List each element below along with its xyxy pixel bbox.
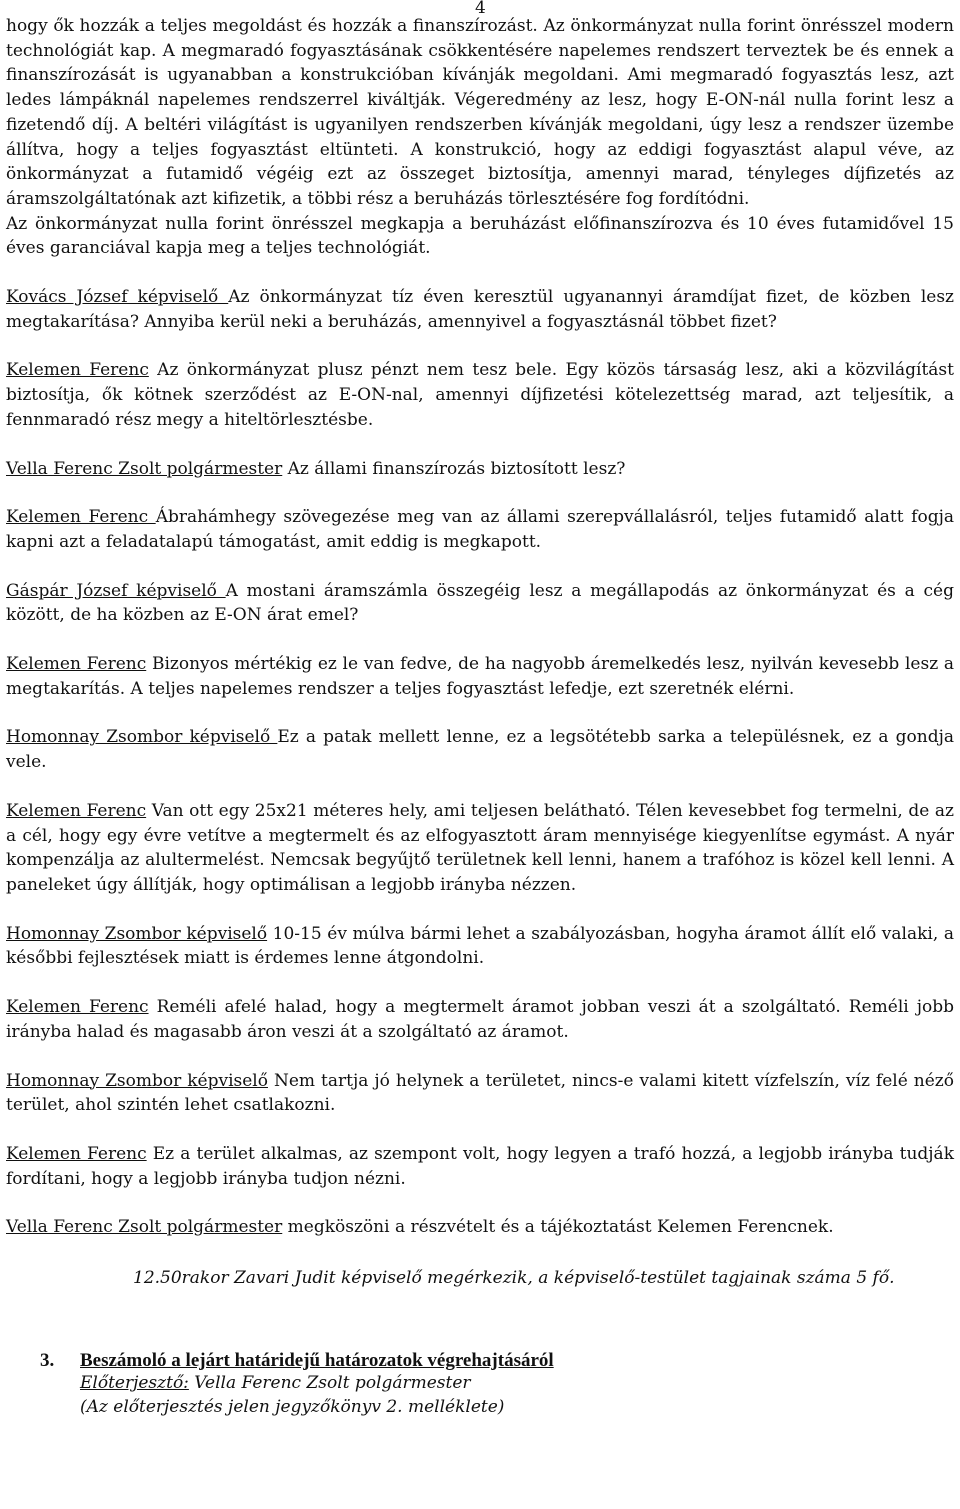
speaker-name: Kelemen Ferenc (6, 507, 156, 528)
speech-text: Bizonyos mértékig ez le van fedve, de ha nagyobb áremelkedés lesz, nyilván kevesebb lesz a megtakarítás. A teljes napelemes rendszer a teljes fogyasztást lefedje, ezt szeretnék elérni. (6, 654, 955, 699)
agenda-number: 3. (40, 1349, 55, 1371)
paragraph-text: Az önkormányzat nulla forint önrésszel megkapja a beruházást előfinanszírozva és 10 éves futamidővel 15 éves garanciával kapja meg a teljes technológiát. (6, 213, 954, 259)
speech-text: Nem tartja jó helynek a területet, nincs-e valami kitett vízfelszín, víz felé néző terület, ahol szintén lehet csatlakozni. (6, 1070, 954, 1116)
speaker-name: Gáspár József képviselő (6, 580, 226, 601)
speech-text: megköszöni a részvételt és a tájékoztatást Kelemen Ferencnek. (282, 1217, 834, 1238)
speech-text: 10-15 év múlva bármi lehet a szabályozásban, hogyha áramot állít elő valaki, a későbbi fejlesztések miatt is érdemes lenne átgondolni. (6, 923, 954, 969)
speaker-name: Kelemen Ferenc (6, 654, 147, 675)
presenter-label: Előterjesztő: (80, 1373, 189, 1394)
speech-text: A mostani áramszámla összegéig lesz a megállapodás az önkormányzat és a cég között, de ha közben az E-ON árat emel? (6, 580, 954, 626)
speech-paragraph (6, 505, 954, 554)
speech-paragraph (6, 995, 954, 1044)
speech-paragraph (6, 922, 954, 971)
speaker-name: Kovács József képviselő (6, 287, 229, 308)
speech-paragraph (6, 725, 954, 774)
speech-text: Ez a terület alkalmas, az szempont volt, hogy legyen a trafó hozzá, a legjobb irányba tudják fordítani, hogy a legjobb irányba tudjon nézni. (6, 1143, 954, 1189)
speaker-name: Homonnay Zsombor képviselő (6, 923, 268, 944)
speech-paragraph (6, 1142, 954, 1191)
speech-paragraph (6, 358, 954, 432)
paragraph-text: hogy ők hozzák a teljes megoldást és hozzák a finanszírozást. Az önkormányzat nulla forint önrésszel modern technológiát kap. A megmaradó fogyasztásának csökkentésére napelemes rendszert terveztek be és ennek a finanszírozását is ugyanabban a konstrukcióban kívánják megoldani. Ami megmaradó fogyasztás lesz, azt ledes lámpáknál napelemes rendszerrel kiváltják. Végeredmény az lesz, hogy E-ON-nál nulla forint lesz a fizetendő díj. A beltéri világítást is ugyanilyen rendszerben kívánják megoldani, úgy lesz a rendszer üzembe állítva, hogy a teljes fogyasztást eltünteti. A konstrukció, hogy az eddigi fogyasztást alapul véve, az önkormányzat a futamidő végéig ezt az összeget biztosítja, amennyi marad, tényleges díjfizetés az áramszolgáltatónak azt kifizetik, a többi rész a beruházás törlesztésére fog fordítódni. (6, 16, 954, 209)
paragraph-intro (6, 14, 954, 212)
arrival-note: 12.50rakor Zavari Judit képviselő megérkezik, a képviselő-testület tagjainak száma 5 fő. (133, 1268, 895, 1289)
speech-text: Ez a patak mellett lenne, ez a legsötétebb sarka a településnek, ez a gondja vele. (6, 727, 954, 773)
speaker-name: Kelemen Ferenc (6, 800, 147, 821)
agenda-presenter (40, 1372, 954, 1396)
speaker-name: Vella Ferenc Zsolt polgármester (6, 458, 283, 479)
document-body (6, 14, 954, 1419)
speaker-name: Kelemen Ferenc (6, 1143, 147, 1164)
agenda-title (40, 1349, 954, 1373)
speech-text: Ábrahámhegy szövegezése meg van az állami szerepvállalásról, teljes futamidő alatt fogja kapni azt a feladatalapú támogatást, amit eddig is megkapott. (6, 507, 954, 552)
speech-paragraph (6, 285, 954, 334)
speech-paragraph (6, 799, 954, 898)
speech-paragraph (6, 579, 954, 628)
page-number: 4 (475, 0, 486, 18)
paragraph-financing (6, 212, 954, 261)
agenda-attachment: (Az előterjesztés jelen jegyzőkönyv 2. melléklete) (80, 1396, 505, 1417)
speech-text: Az állami finanszírozás biztosított lesz? (282, 458, 626, 479)
agenda-item (6, 1349, 954, 1420)
speech-paragraph (6, 652, 954, 701)
speech-text: Van ott egy 25x21 méteres hely, ami teljesen belátható. Télen kevesebbet fog termelni, de az a cél, hogy egy évre vetítve a megtermelt és az elfogyasztott áram mennyisége kiegyenlítse egymást. A nyár kompenzálja az alultermelést. Nemcsak begyűjtő területnek kell lenni, hanem a trafóhoz is közel kell lenni. A paneleket úgy állítják, hogy optimálisan a legjobb irányba nézzen. (6, 800, 954, 895)
speech-paragraph (6, 1069, 954, 1118)
presenter-name: Vella Ferenc Zsolt polgármester (188, 1373, 471, 1394)
speech-text: Reméli afelé halad, hogy a megtermelt áramot jobban veszi át a szolgáltató. Reméli jobb irányba halad és magasabb áron veszi át a szolgáltató az áramot. (6, 997, 954, 1042)
speech-paragraph (6, 1215, 954, 1240)
agenda-title-text: Beszámoló a lejárt határidejű határozatok végrehajtásáról (80, 1349, 554, 1371)
speaker-name: Kelemen Ferenc (6, 997, 149, 1018)
speaker-name: Vella Ferenc Zsolt polgármester (6, 1217, 283, 1238)
speaker-name: Homonnay Zsombor képviselő (6, 1070, 268, 1091)
speech-paragraph (6, 457, 954, 482)
speaker-name: Homonnay Zsombor képviselő (6, 727, 278, 748)
speech-text: Az önkormányzat tíz éven keresztül ugyanannyi áramdíjat fizet, de közben lesz megtakarítása? Annyiba kerül neki a beruházás, amennyivel a fogyasztásnál többet fizet? (6, 287, 955, 332)
speech-text: Az önkormányzat plusz pénzt nem tesz bele. Egy közös társaság lesz, aki a közvilágítást biztosítja, ők kötnek szerződést az E-ON-nal, amennyi díjfizetési kötelezettség marad, azt teljesítik, a fennmaradó rész megy a hiteltörlesztésbe. (6, 360, 954, 430)
speaker-name: Kelemen Ferenc (6, 360, 149, 381)
